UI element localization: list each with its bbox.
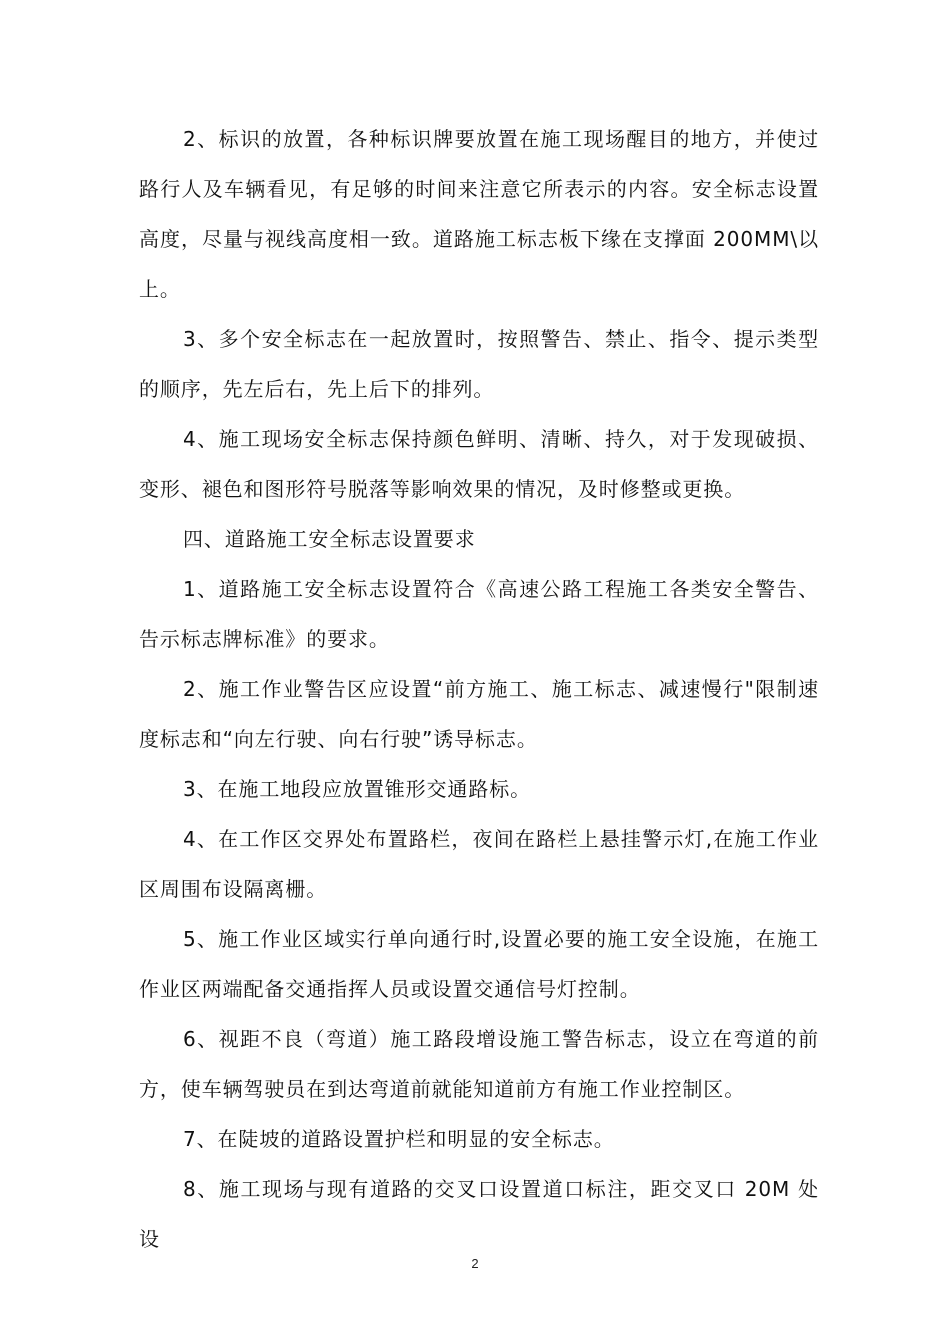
paragraph-intersection: 8、施工现场与现有道路的交叉口设置道口标注，距交叉口 20M 处设 — [139, 1177, 819, 1251]
section-heading-road-construction-signs: 四、道路施工安全标志设置要求 — [183, 527, 476, 551]
page-number: 2 — [471, 1256, 479, 1271]
paragraph-sign-placement: 2、标识的放置，各种标识牌要放置在施工现场醒目的地方，并使过路行人及车辆看见，有足够的时间来注意它所表示的内容。安全标志设置高度，尽量与视线高度相一致。道路施工标志板下缘在支撑面 200MM\以上。 — [139, 127, 819, 301]
paragraph-one-way-traffic: 5、施工作业区域实行单向通行时,设置必要的施工安全设施，在施工作业区两端配备交通指挥人员或设置交通信号灯控制。 — [139, 927, 819, 1001]
document-body — [139, 114, 819, 1264]
paragraph-curve-warning: 6、视距不良（弯道）施工路段增设施工警告标志，设立在弯道的前方，使车辆驾驶员在到达弯道前就能知道前方有施工作业控制区。 — [139, 1027, 819, 1101]
paragraph-sign-order: 3、多个安全标志在一起放置时，按照警告、禁止、指令、提示类型的顺序，先左后右，先上后下的排列。 — [139, 327, 819, 401]
paragraph-sign-maintenance: 4、施工现场安全标志保持颜色鲜明、清晰、持久，对于发现破损、变形、褪色和图形符号脱落等影响效果的情况，及时修整或更换。 — [139, 427, 819, 501]
paragraph-standard-compliance: 1、道路施工安全标志设置符合《高速公路工程施工各类安全警告、告示标志牌标准》的要求。 — [139, 577, 819, 651]
paragraph-steep-slope: 7、在陡坡的道路设置护栏和明显的安全标志。 — [183, 1127, 615, 1151]
paragraph-barriers: 4、在工作区交界处布置路栏，夜间在路栏上悬挂警示灯,在施工作业区周围布设隔离栅。 — [139, 827, 819, 901]
paragraph-warning-zone-signs: 2、施工作业警告区应设置“前方施工、施工标志、减速慢行"限制速度标志和“向左行驶、向右行驶”诱导标志。 — [139, 677, 819, 751]
paragraph-traffic-cones: 3、在施工地段应放置锥形交通路标。 — [183, 777, 532, 801]
